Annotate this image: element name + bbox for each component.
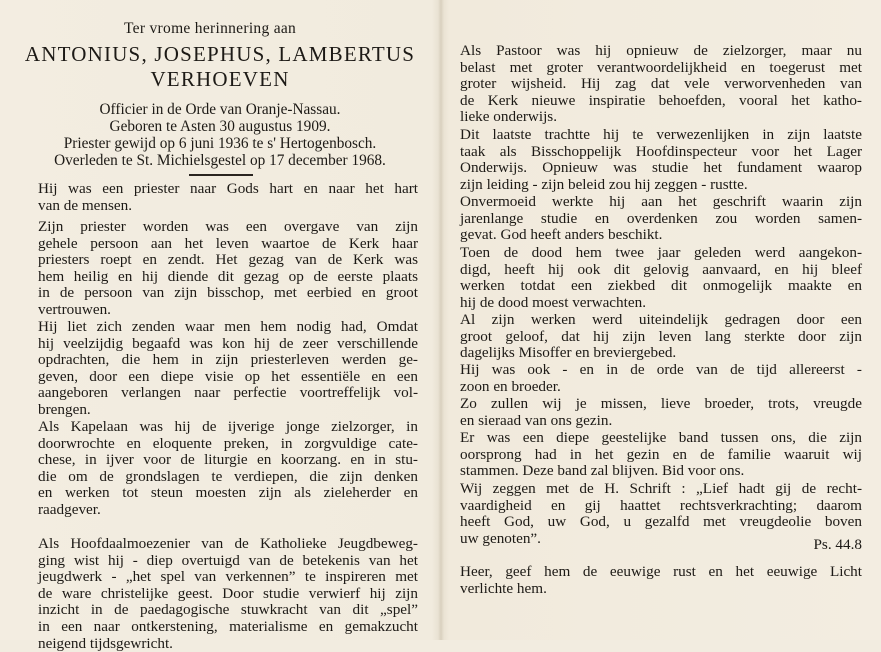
left-paragraph: [38, 219, 418, 319]
text-line: en sieraad van ons gezin.: [460, 411, 613, 429]
text-line: hij veelzijdig begaafd was kon hij de zeer verschillende: [38, 334, 418, 352]
name-line-2: VERHOEVEN: [150, 67, 290, 91]
detail-birth: Geboren te Asten 30 augustus 1909.: [109, 118, 331, 135]
text-line: en werken tot steun moesten zijn als zieleherder en: [38, 484, 418, 502]
text-line: groot geloof, dat hij zijn leven lang sterkte door zijn: [460, 327, 862, 345]
text-line: opdrachten, die hem in zijn priesterleven werden ge-: [38, 351, 418, 369]
text-line: Er was een diepe geestelijke band tussen ons, die zijn: [460, 429, 862, 446]
text-line: neigend tijdsgewricht.: [38, 634, 173, 652]
text-line: oorsprong had in het gezin en de familie waaruit wij: [460, 445, 862, 463]
text-line: raadgever.: [38, 500, 101, 518]
detail-death: Overleden te St. Michielsgestel op 17 december 1968.: [54, 152, 386, 169]
text-line: Zijn priester worden was een overgave van zijn: [38, 218, 418, 235]
text-line: Als Pastoor was hij opnieuw de zielzorger, maar nu: [460, 42, 862, 59]
text-line: uw genoten”.: [460, 529, 541, 547]
text-line: Heer, geef hem de eeuwige rust en het eeuwige Licht: [460, 563, 862, 580]
text-line: gehele persoon aan het leven waartoe de Kerk haar: [38, 234, 418, 252]
text-line: Onvermoeid werkte hij aan het geschrift waarin zijn: [460, 193, 862, 210]
text-line: doorwrochte en eloquente preken, in zorgvuldige cate-: [38, 434, 418, 452]
text-line: de Kerk nieuwe inspiratie behoefden, vooral het katho-: [460, 91, 862, 109]
text-line: vertrouwen.: [38, 300, 111, 318]
right-paragraph: [460, 362, 862, 395]
left-paragraph: [38, 181, 418, 214]
text-line: jeugdwerk - „het spel van verkennen” te inspireren met: [38, 568, 418, 586]
scripture-reference-line: [460, 537, 862, 554]
text-line: aangeboren verlangen naar perfectie voortreffelijk vol-: [38, 384, 418, 402]
right-paragraph: [460, 127, 862, 193]
text-line: inzicht in de paedagogische stuwkracht van dit „spel”: [38, 601, 418, 619]
text-line: heeft God, uw God, u gezalfd met vreugdeolie boven: [460, 513, 862, 531]
text-line: ging wist hij - diep overtuigd van de betekenis van het: [38, 551, 418, 569]
detail-ordination: Priester gewijd op 6 juni 1936 te s' Hertogenbosch.: [63, 135, 377, 152]
right-paragraph: [460, 245, 862, 311]
text-line: priesters roept en zendt. Het gezag van de Kerk was: [38, 251, 418, 269]
center-fold: [438, 0, 444, 640]
scripture-reference: Ps. 44.8: [813, 536, 862, 553]
text-line: Wij zeggen met de H. Schrift : „Lief hadt gij de recht-: [460, 480, 862, 497]
text-line: Als Kapelaan was hij de ijverige jonge zielzorger, in: [38, 418, 418, 435]
text-line: Hij was ook - en in de orde van de tijd allereerst -: [460, 361, 862, 378]
text-line: van de mensen.: [38, 196, 133, 214]
text-line: brengen.: [38, 400, 91, 418]
text-line: Toen de dood hem twee jaar geleden werd aangekon-: [460, 244, 862, 261]
right-paragraph: [460, 43, 862, 126]
text-line: chese, in ijver voor de liturgie en koorzang. en in stu-: [38, 451, 418, 469]
text-line: zijn leiding - zijn beleid zou hij zeggen - rustte.: [460, 175, 748, 193]
text-line: lieke onderwijs.: [460, 108, 558, 126]
text-line: Dit laatste trachtte hij te verwezenlijken in zijn laatste: [460, 126, 862, 143]
text-line: vaardigheid en gij haattet rechtsverkrachting; daarom: [460, 496, 862, 514]
text-line: Onderwijs. Opnieuw was studie het fundament waarop: [460, 159, 862, 177]
text-line: belast met groter verantwoordelijkheid en toegerust met: [460, 58, 862, 76]
text-line: Hij liet zich zenden waar men hem nodig had, Omdat: [38, 318, 418, 335]
text-line: de ware christelijke geest. Door studie verwierf hij zijn: [38, 584, 418, 602]
left-paragraph: [38, 319, 418, 419]
text-line: zoon en broeder.: [460, 377, 561, 395]
right-paragraph: [460, 564, 862, 597]
text-line: Als Hoofdaalmoezenier van de Katholieke Jeugdbeweg-: [38, 535, 418, 552]
right-paragraph: [460, 194, 862, 244]
text-line: Al zijn werken werd uiteindelijk gedragen door een: [460, 311, 862, 328]
detail-decoration: Officier in de Orde van Oranje-Nassau.: [99, 101, 341, 118]
text-line: in de persoon van zijn bisschop, met eerbied en groot: [38, 284, 418, 302]
text-line: gevat. God heeft anders beschikt.: [460, 226, 663, 244]
text-line: in een naar ontkerstening, materialisme en gemakzucht: [38, 617, 418, 635]
text-line: dagelijks Misoffer en breviergebed.: [460, 344, 677, 362]
text-line: geven, door een diepe visie op het essentiële en een: [38, 367, 418, 385]
text-line: jarenlange studie en overdenken zou worden samen-: [460, 209, 862, 227]
right-paragraph: [460, 430, 862, 480]
text-line: stammen. Deze band zal blijven. Bid voor ons.: [460, 462, 745, 480]
header-divider: [189, 174, 253, 176]
left-paragraph: [38, 419, 418, 519]
intro-line: Ter vrome herinnering aan: [124, 20, 297, 37]
text-line: digd, heeft hij ook dit gelovig aanvaard, en hij bleef: [460, 260, 862, 278]
right-paragraph: [460, 312, 862, 362]
text-line: hem heilig en hij diende dit gezag op de eerste plaats: [38, 267, 418, 285]
left-paragraph: [38, 536, 418, 652]
text-line: die om de grondslagen te verdiepen, die zijn denken: [38, 467, 418, 485]
text-line: taak als Bisschoppelijk Hoofdinspecteur voor het Lager: [460, 142, 862, 160]
right-paragraph: [460, 396, 862, 429]
text-line: verlichte hem.: [460, 579, 547, 597]
text-line: Hij was een priester naar Gods hart en naar het hart: [38, 180, 418, 197]
text-line: groter wijsheid. Hij zag dat vele verworvenheden van: [460, 75, 862, 93]
text-line: Zo zullen wij je missen, lieve broeder, trots, vreugde: [460, 395, 862, 412]
text-line: hij de dood moest verwachten.: [460, 293, 646, 311]
text-line: werken totdat een ziekbed dit onmogelijk maakte en: [460, 277, 862, 295]
name-line-1: ANTONIUS, JOSEPHUS, LAMBERTUS: [24, 42, 416, 66]
